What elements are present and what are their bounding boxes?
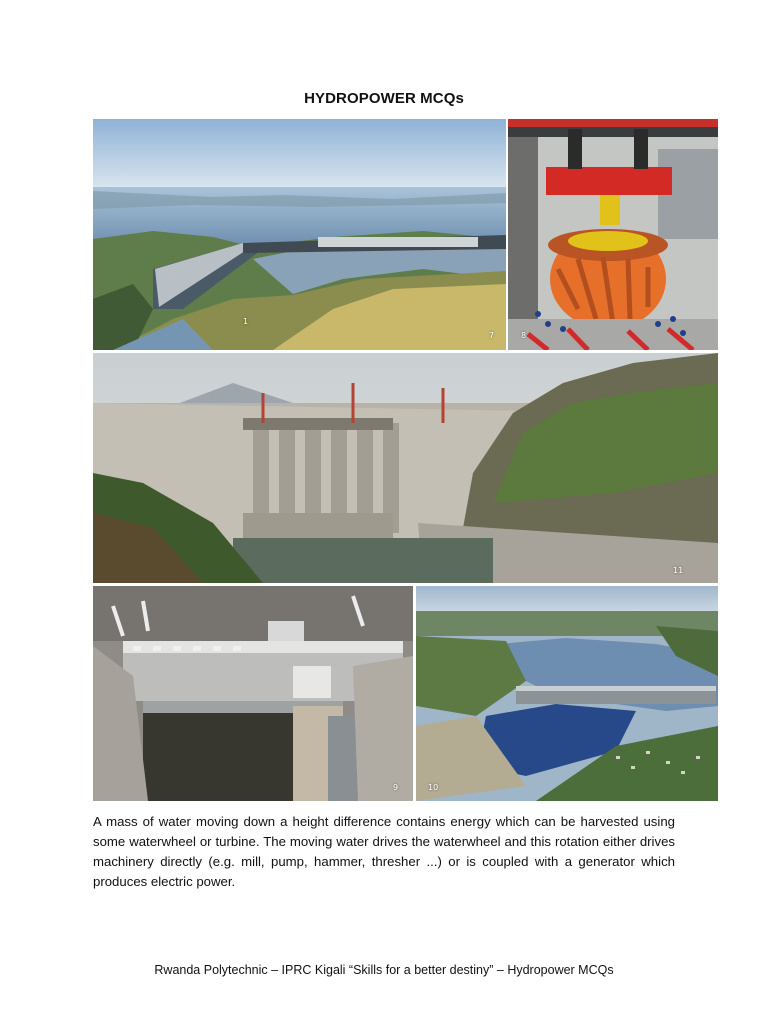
figure-label: 9 [393, 783, 399, 792]
figure-label: 10 [428, 783, 439, 792]
figure-label: 11 [673, 566, 684, 575]
photo-powerhouse [93, 586, 413, 801]
photo-turbine-runner [508, 119, 718, 350]
photo-reservoir-dam [416, 586, 718, 801]
figure-label: 1 [243, 317, 249, 326]
figure-label: 8 [521, 331, 527, 340]
body-paragraph: A mass of water moving down a height difference contains energy which can be harvested using some waterwheel or turbine. The moving water drives the waterwheel and this rotation either drives machinery directly (e.g. mill, pump, hammer, thresher ...) or is coupled with a generator which produces electric power. [93, 814, 675, 889]
page-footer: Rwanda Polytechnic – IPRC Kigali “Skills for a better destiny” – Hydropower MCQs [154, 963, 614, 977]
photo-aerial-dam [93, 119, 506, 350]
figure-label: 7 [489, 331, 495, 340]
page-title: HYDROPOWER MCQs [304, 90, 464, 107]
photo-concrete-dam [93, 353, 718, 583]
